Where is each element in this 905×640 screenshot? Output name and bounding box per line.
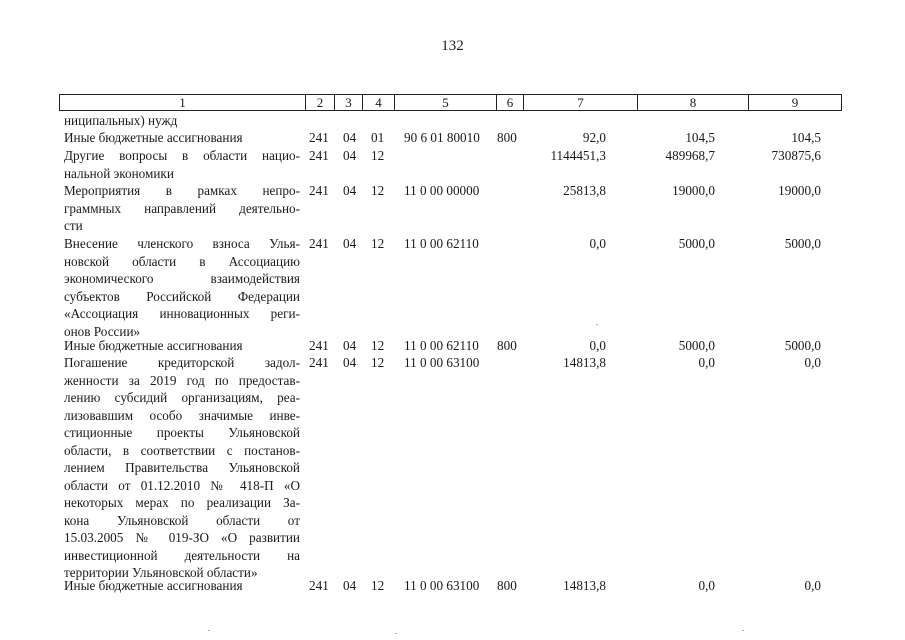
cell-c7: 14813,8 (563, 355, 606, 370)
cell-c5: 90 6 01 80010 (404, 130, 480, 145)
description-line: территории Ульяновской области» (64, 565, 258, 580)
row-description (64, 112, 300, 130)
header-col-4: 4 (362, 95, 394, 110)
description-line: Иные бюджетные ассигнования (64, 578, 243, 593)
cell-c5: 11 0 00 00000 (404, 183, 480, 198)
description-line: области, в соответствии с постанов- (64, 442, 300, 458)
description-line: «Ассоциация инновационных реги- (64, 306, 300, 321)
row-description (64, 129, 300, 147)
row-description (64, 354, 300, 582)
description-line: 15.03.2005 № 019-ЗО «О развитии (64, 530, 300, 545)
cell-c3: 04 (343, 148, 357, 163)
cell-c2: 241 (309, 578, 329, 593)
cell-c8: 5000,0 (678, 338, 715, 353)
cell-c2: 241 (309, 148, 329, 163)
scan-speck (596, 324, 598, 325)
description-line: сти (64, 218, 83, 233)
cell-c3: 04 (343, 355, 357, 370)
cell-c7: 14813,8 (563, 578, 606, 593)
cell-c6: 800 (497, 130, 517, 145)
cell-c7: 0,0 (589, 338, 606, 353)
description-line: граммных направлений деятельно- (64, 200, 300, 216)
description-line: новской области в Ассоциацию (64, 253, 300, 269)
scan-speck (742, 630, 744, 631)
description-line: лизовавшим особо значимые инве- (64, 407, 300, 423)
cell-c4: 12 (371, 183, 385, 198)
cell-c2: 241 (309, 130, 329, 145)
description-line: онов России» (64, 323, 141, 339)
description-line: инвестиционной деятельности на (64, 547, 300, 563)
cell-c9: 5000,0 (784, 338, 821, 353)
cell-c4: 01 (371, 130, 385, 145)
cell-c9: 0,0 (804, 355, 821, 370)
cell-c8: 0,0 (698, 578, 715, 593)
header-col-6: 6 (496, 95, 523, 110)
cell-c2: 241 (309, 236, 329, 251)
description-line: субъектов Российской Федерации (64, 288, 300, 304)
cell-c3: 04 (343, 130, 357, 145)
row-description (64, 147, 300, 182)
cell-c3: 04 (343, 183, 357, 198)
cell-c7: 25813,8 (563, 183, 606, 198)
description-line: Иные бюджетные ассигнования (64, 338, 243, 353)
header-col-2: 2 (305, 95, 334, 110)
description-line: лением Правительства Ульяновской (64, 460, 300, 475)
row-description (64, 182, 300, 235)
cell-c2: 241 (309, 183, 329, 198)
description-line: Погашение кредиторской задол- (64, 355, 300, 370)
table-header (59, 94, 842, 111)
description-line: кона Ульяновской области от (64, 512, 300, 528)
cell-c2: 241 (309, 338, 329, 353)
cell-c6: 800 (497, 578, 517, 593)
description-line: Внесение членского взноса Улья- (64, 236, 300, 251)
header-col-5: 5 (394, 95, 496, 110)
header-col-3: 3 (334, 95, 362, 110)
scan-speck (395, 633, 397, 634)
cell-c8: 489968,7 (665, 148, 715, 163)
description-line: Другие вопросы в области нацио- (64, 148, 300, 163)
description-line: некоторых мерах по реализации За- (64, 495, 300, 510)
cell-c7: 92,0 (582, 130, 606, 145)
cell-c9: 5000,0 (784, 236, 821, 251)
cell-c3: 04 (343, 338, 357, 353)
description-line: лению субсидий организациям, реа- (64, 390, 300, 405)
description-line: стиционные проекты Ульяновской (64, 425, 300, 440)
description-line: ниципальных) нужд (64, 113, 178, 128)
cell-c5: 11 0 00 62110 (404, 338, 479, 353)
cell-c4: 12 (371, 148, 385, 163)
cell-c4: 12 (371, 338, 385, 353)
cell-c9: 730875,6 (771, 148, 821, 163)
cell-c5: 11 0 00 63100 (404, 578, 480, 593)
description-line: Иные бюджетные ассигнования (64, 130, 243, 145)
cell-c5: 11 0 00 63100 (404, 355, 480, 370)
cell-c8: 104,5 (685, 130, 715, 145)
cell-c8: 0,0 (698, 355, 715, 370)
description-line: женности за 2019 год по предостав- (64, 372, 300, 388)
description-line: нальной экономики (64, 165, 174, 181)
header-col-9: 9 (748, 95, 841, 110)
cell-c3: 04 (343, 236, 357, 251)
header-col-8: 8 (637, 95, 748, 110)
cell-c4: 12 (371, 578, 385, 593)
cell-c4: 12 (371, 236, 385, 251)
cell-c9: 104,5 (791, 130, 821, 145)
cell-c9: 19000,0 (778, 183, 821, 198)
scan-speck (208, 630, 210, 631)
cell-c9: 0,0 (804, 578, 821, 593)
description-line: Мероприятия в рамках непро- (64, 183, 300, 198)
cell-c8: 5000,0 (678, 236, 715, 251)
cell-c5: 11 0 00 62110 (404, 236, 479, 251)
description-line: экономического взаимодействия (64, 271, 300, 286)
header-col-1: 1 (179, 95, 186, 110)
cell-c7: 1144451,3 (550, 148, 606, 163)
cell-c4: 12 (371, 355, 385, 370)
cell-c8: 19000,0 (672, 183, 715, 198)
cell-c3: 04 (343, 578, 357, 593)
row-description (64, 235, 300, 340)
description-line: области от 01.12.2010 № 418-П «О (64, 477, 300, 493)
cell-c6: 800 (497, 338, 517, 353)
header-col-7: 7 (523, 95, 637, 110)
cell-c2: 241 (309, 355, 329, 370)
cell-c7: 0,0 (589, 236, 606, 251)
page-number: 132 (441, 38, 464, 54)
row-description (64, 577, 300, 595)
row-description (64, 337, 300, 355)
